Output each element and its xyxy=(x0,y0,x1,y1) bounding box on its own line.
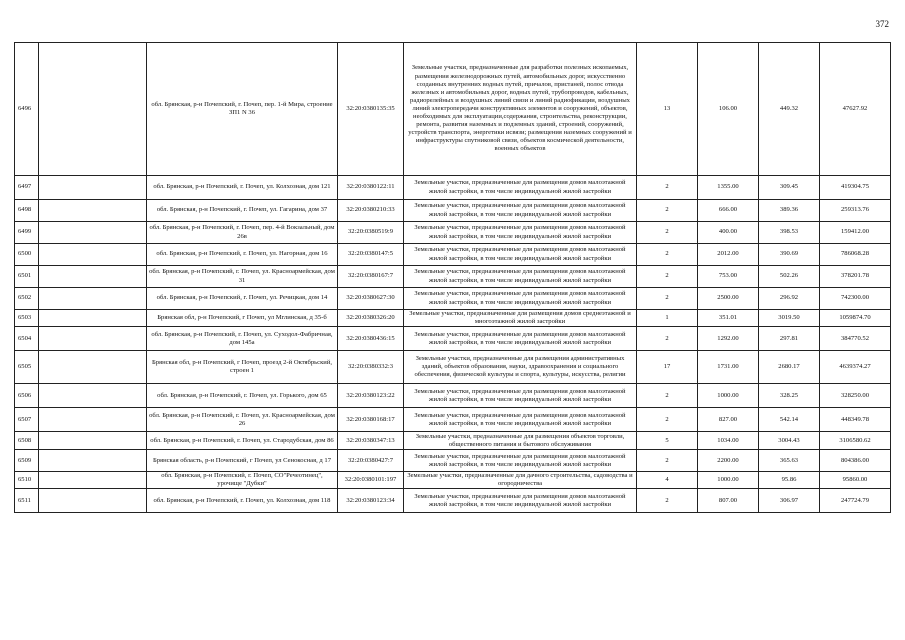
land-use-cell: Земельные участки, предназначенные для размещения домов малоэтажной жилой застройки, в том числе индивидуальной жилой застройки xyxy=(404,176,637,200)
row-id: 6508 xyxy=(15,432,39,450)
land-use-cell: Земельные участки, предназначенные для размещения домов малоэтажной жилой застройки, в том числе индивидуальной жилой застройки xyxy=(404,384,637,408)
table-row xyxy=(15,222,891,244)
table-row xyxy=(15,472,891,489)
row-id: 6502 xyxy=(15,288,39,310)
area-cell: 1000.00 xyxy=(698,472,759,489)
use-code-cell: 2 xyxy=(637,489,698,513)
cadastral-value-cell: 786068.28 xyxy=(820,244,891,266)
unit-value-cell: 389.36 xyxy=(759,200,820,222)
table-row xyxy=(15,327,891,351)
area-cell: 1731.00 xyxy=(698,351,759,384)
use-code-cell: 2 xyxy=(637,222,698,244)
page-number: 372 xyxy=(875,19,889,29)
area-cell: 666.00 xyxy=(698,200,759,222)
cadastral-number-cell: 32:20:0380519:9 xyxy=(338,222,404,244)
table-row xyxy=(15,432,891,450)
table-row xyxy=(15,266,891,288)
empty-cell xyxy=(39,408,147,432)
empty-cell xyxy=(39,176,147,200)
row-id: 6501 xyxy=(15,266,39,288)
land-use-cell: Земельные участки, предназначенные для размещения домов среднеэтажной и многоэтажной жилой застройки xyxy=(404,310,637,327)
row-id: 6506 xyxy=(15,384,39,408)
land-use-cell: Земельные участки, предназначенные для размещения домов малоэтажной жилой застройки, в том числе индивидуальной жилой застройки xyxy=(404,408,637,432)
area-cell: 106.00 xyxy=(698,43,759,176)
cadastral-value-cell: 259313.76 xyxy=(820,200,891,222)
address-cell: обл. Брянская, р-н Почепский, г. Почеп, ул. Красноармейская, дом 31 xyxy=(147,266,338,288)
cadastral-number-cell: 32:20:0380627:30 xyxy=(338,288,404,310)
address-cell: обл. Брянская, р-н Почепский, г. Почеп, ул. Речицкая, дом 14 xyxy=(147,288,338,310)
area-cell: 1292.00 xyxy=(698,327,759,351)
table-row xyxy=(15,384,891,408)
land-use-cell: Земельные участки, предназначенные для размещения домов малоэтажной жилой застройки, в том числе индивидуальной жилой застройки xyxy=(404,288,637,310)
row-id: 6498 xyxy=(15,200,39,222)
land-use-cell: Земельные участки, предназначенные для размещения домов малоэтажной жилой застройки, в том числе индивидуальной жилой застройки xyxy=(404,450,637,472)
address-cell: обл. Брянская, р-н Почепский, г. Почеп, ул. Нагорная, дом 16 xyxy=(147,244,338,266)
cadastral-value-cell: 384770.52 xyxy=(820,327,891,351)
use-code-cell: 1 xyxy=(637,310,698,327)
unit-value-cell: 3019.50 xyxy=(759,310,820,327)
cadastral-value-cell: 159412.00 xyxy=(820,222,891,244)
unit-value-cell: 502.26 xyxy=(759,266,820,288)
table-row xyxy=(15,244,891,266)
land-use-cell: Земельные участки, предназначенные для размещения административных зданий, объектов образования, науки, здравоохранения и социального обеспечения, физической культуры и спорта, культуры, искусства, религии xyxy=(404,351,637,384)
row-id: 6497 xyxy=(15,176,39,200)
cadastral-value-cell: 804386.00 xyxy=(820,450,891,472)
row-id: 6511 xyxy=(15,489,39,513)
land-use-cell: Земельные участки, предназначенные для размещения домов малоэтажной жилой застройки, в том числе индивидуальной жилой застройки xyxy=(404,266,637,288)
cadastral-number-cell: 32:20:0380210:33 xyxy=(338,200,404,222)
area-cell: 351.01 xyxy=(698,310,759,327)
use-code-cell: 2 xyxy=(637,244,698,266)
cadastral-value-cell: 4639374.27 xyxy=(820,351,891,384)
empty-cell xyxy=(39,450,147,472)
table-row xyxy=(15,408,891,432)
cadastral-number-cell: 32:20:0380332:3 xyxy=(338,351,404,384)
land-registry-table xyxy=(14,42,891,513)
use-code-cell: 2 xyxy=(637,408,698,432)
unit-value-cell: 309.45 xyxy=(759,176,820,200)
empty-cell xyxy=(39,222,147,244)
cadastral-number-cell: 32:20:0380147:5 xyxy=(338,244,404,266)
address-cell: обл. Брянская, р-н Почепский, г. Почеп, пер. 4-й Вокзальный, дом 26в xyxy=(147,222,338,244)
land-use-cell: Земельные участки, предназначенные для размещения домов малоэтажной жилой застройки, в том числе индивидуальной жилой застройки xyxy=(404,222,637,244)
use-code-cell: 2 xyxy=(637,176,698,200)
use-code-cell: 2 xyxy=(637,450,698,472)
address-cell: обл. Брянская, р-н Почепский, г. Почеп, ул. Гагарина, дом 37 xyxy=(147,200,338,222)
empty-cell xyxy=(39,432,147,450)
empty-cell xyxy=(39,310,147,327)
empty-cell xyxy=(39,43,147,176)
unit-value-cell: 95.86 xyxy=(759,472,820,489)
table-row xyxy=(15,450,891,472)
use-code-cell: 5 xyxy=(637,432,698,450)
address-cell: обл. Брянская, р-н Почепский, г. Почеп, ул. Горького, дом 65 xyxy=(147,384,338,408)
row-id: 6507 xyxy=(15,408,39,432)
address-cell: обл. Брянская, р-н Почепский, г. Почеп, ул. Суходол-Фабричная, дом 145а xyxy=(147,327,338,351)
use-code-cell: 2 xyxy=(637,384,698,408)
cadastral-value-cell: 95860.00 xyxy=(820,472,891,489)
row-id: 6500 xyxy=(15,244,39,266)
row-id: 6510 xyxy=(15,472,39,489)
row-id: 6509 xyxy=(15,450,39,472)
cadastral-value-cell: 247724.79 xyxy=(820,489,891,513)
address-cell: Брянская обл, р-н Почепский, г Почеп, ул Мглинская, д 35-б xyxy=(147,310,338,327)
area-cell: 807.00 xyxy=(698,489,759,513)
area-cell: 2012.00 xyxy=(698,244,759,266)
table-body xyxy=(15,43,891,513)
cadastral-number-cell: 32:20:0380123:34 xyxy=(338,489,404,513)
cadastral-number-cell: 32:20:0380436:15 xyxy=(338,327,404,351)
cadastral-number-cell: 32:20:0380326:20 xyxy=(338,310,404,327)
cadastral-number-cell: 32:20:0380168:17 xyxy=(338,408,404,432)
cadastral-value-cell: 448349.78 xyxy=(820,408,891,432)
unit-value-cell: 2680.17 xyxy=(759,351,820,384)
cadastral-number-cell: 32:20:0380167:7 xyxy=(338,266,404,288)
area-cell: 1000.00 xyxy=(698,384,759,408)
area-cell: 827.00 xyxy=(698,408,759,432)
address-cell: обл. Брянская, р-н Почепский, г. Почеп, ул. Колхозная, дом 118 xyxy=(147,489,338,513)
table-row xyxy=(15,489,891,513)
cadastral-number-cell: 32:20:0380101:197 xyxy=(338,472,404,489)
empty-cell xyxy=(39,266,147,288)
area-cell: 1034.00 xyxy=(698,432,759,450)
cadastral-number-cell: 32:20:0380427:7 xyxy=(338,450,404,472)
address-cell: Брянская обл, р-н Почепский, г Почеп, проезд 2-й Октябрьский, строен 1 xyxy=(147,351,338,384)
area-cell: 753.00 xyxy=(698,266,759,288)
address-cell: обл. Брянская, р-н Почепский, г. Почеп, СО"Речеотинец", урочище "Дубки" xyxy=(147,472,338,489)
area-cell: 2200.00 xyxy=(698,450,759,472)
land-use-cell: Земельные участки, предназначенные для размещения объектов торговли, общественного питания и бытового обслуживания xyxy=(404,432,637,450)
table-row xyxy=(15,176,891,200)
area-cell: 1355.00 xyxy=(698,176,759,200)
cadastral-value-cell: 328250.00 xyxy=(820,384,891,408)
empty-cell xyxy=(39,472,147,489)
row-id: 6496 xyxy=(15,43,39,176)
cadastral-number-cell: 32:20:0380347:13 xyxy=(338,432,404,450)
empty-cell xyxy=(39,244,147,266)
cadastral-value-cell: 47627.92 xyxy=(820,43,891,176)
cadastral-value-cell: 3106580.62 xyxy=(820,432,891,450)
table-row xyxy=(15,43,891,176)
empty-cell xyxy=(39,384,147,408)
table-row xyxy=(15,200,891,222)
use-code-cell: 2 xyxy=(637,200,698,222)
empty-cell xyxy=(39,489,147,513)
cadastral-number-cell: 32:20:0380135:35 xyxy=(338,43,404,176)
empty-cell xyxy=(39,288,147,310)
unit-value-cell: 365.63 xyxy=(759,450,820,472)
row-id: 6505 xyxy=(15,351,39,384)
land-use-cell: Земельные участки, предназначенные для размещения домов малоэтажной жилой застройки, в том числе индивидуальной жилой застройки xyxy=(404,489,637,513)
land-use-cell: Земельные участки, предназначенные для разработки полезных ископаемых, размещения железнодорожных путей, автомобильных дорог, искусственно созданных внутренних водных путей, причалов, пристаней, полос отвода железных и автомобильных дорог, водных путей, трубопроводов, кабельных, радиорелейных и воздушных линий связи и линий радиофикации, воздушных линий электропередачи конструктивных элементов и сооружений, объектов, необходимых для эксплуатации,содержания, строительства, реконструкции, ремонта, развития наземных и подземных зданий, строений, сооружений, устройств транспорта, энергетики исвязи; размещения наземных сооружений и инфраструктуры спутниковой связи, объектов космической деятельности, военных объектов xyxy=(404,43,637,176)
address-cell: обл. Брянская, р-н Почепский, г. Почеп, пер. 1-й Мира, строение ЗП1 N 36 xyxy=(147,43,338,176)
unit-value-cell: 296.92 xyxy=(759,288,820,310)
cadastral-number-cell: 32:20:0380122:11 xyxy=(338,176,404,200)
use-code-cell: 17 xyxy=(637,351,698,384)
use-code-cell: 2 xyxy=(637,327,698,351)
empty-cell xyxy=(39,327,147,351)
land-use-cell: Земельные участки, предназначенные для размещения домов малоэтажной жилой застройки, в том числе индивидуальной жилой застройки xyxy=(404,200,637,222)
table-row xyxy=(15,351,891,384)
unit-value-cell: 398.53 xyxy=(759,222,820,244)
unit-value-cell: 390.69 xyxy=(759,244,820,266)
address-cell: Брянская область, р-н Почепский, г Почеп, ул Сенокосная, д 17 xyxy=(147,450,338,472)
table-row xyxy=(15,310,891,327)
row-id: 6499 xyxy=(15,222,39,244)
use-code-cell: 13 xyxy=(637,43,698,176)
area-cell: 400.00 xyxy=(698,222,759,244)
unit-value-cell: 542.14 xyxy=(759,408,820,432)
table-row xyxy=(15,288,891,310)
empty-cell xyxy=(39,200,147,222)
address-cell: обл. Брянская, р-н Почепский, г. Почеп, ул. Стародубская, дом 86 xyxy=(147,432,338,450)
cadastral-value-cell: 742300.00 xyxy=(820,288,891,310)
cadastral-value-cell: 378201.78 xyxy=(820,266,891,288)
unit-value-cell: 297.81 xyxy=(759,327,820,351)
unit-value-cell: 3004.43 xyxy=(759,432,820,450)
row-id: 6503 xyxy=(15,310,39,327)
land-use-cell: Земельные участки, предназначенные для размещения домов малоэтажной жилой застройки, в том числе индивидуальной жилой застройки xyxy=(404,327,637,351)
address-cell: обл. Брянская, р-н Почепский, г. Почеп, ул. Колхозная, дом 121 xyxy=(147,176,338,200)
use-code-cell: 2 xyxy=(637,266,698,288)
land-use-cell: Земельные участки, предназначенные для размещения домов малоэтажной жилой застройки, в том числе индивидуальной жилой застройки xyxy=(404,244,637,266)
row-id: 6504 xyxy=(15,327,39,351)
address-cell: обл. Брянская, р-н Почепский, г. Почеп, ул. Красноармейская, дом 26 xyxy=(147,408,338,432)
unit-value-cell: 449.32 xyxy=(759,43,820,176)
cadastral-number-cell: 32:20:0380123:22 xyxy=(338,384,404,408)
land-use-cell: Земельные участки, предназначенные для дачного строительства, садоводства и огородничества xyxy=(404,472,637,489)
use-code-cell: 4 xyxy=(637,472,698,489)
cadastral-value-cell: 419304.75 xyxy=(820,176,891,200)
cadastral-value-cell: 1059874.70 xyxy=(820,310,891,327)
area-cell: 2500.00 xyxy=(698,288,759,310)
unit-value-cell: 328.25 xyxy=(759,384,820,408)
use-code-cell: 2 xyxy=(637,288,698,310)
unit-value-cell: 306.97 xyxy=(759,489,820,513)
empty-cell xyxy=(39,351,147,384)
